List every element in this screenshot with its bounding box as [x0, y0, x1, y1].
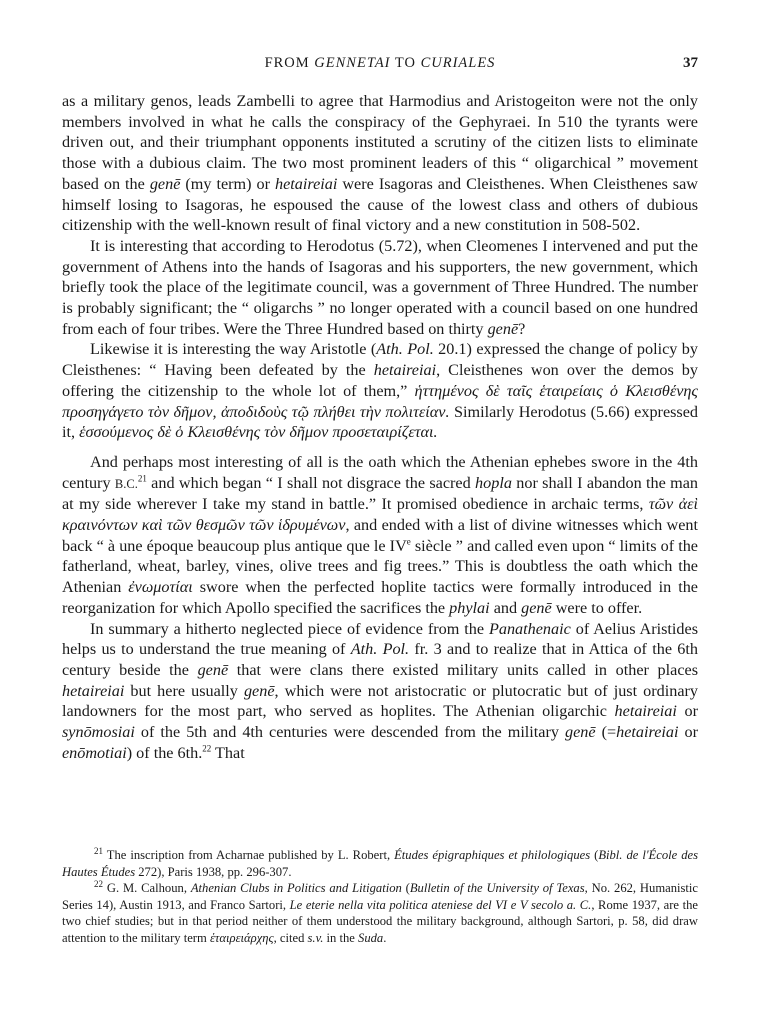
footnotes: [62, 847, 698, 947]
footnote-21: $^{21}$ The inscription from Acharnae published by L. Robert, Études épigraphiques et philologiques (Bibl. de l'École des Hautes Études 272), Paris 1938, pp. 296-307.: [62, 845, 698, 879]
title-text: FROM: [264, 55, 315, 71]
footnote-ref-22: 22: [202, 743, 212, 754]
greek-term: ἐνωμοτίαι: [128, 578, 193, 597]
footnote-ref-21: 21: [137, 473, 147, 484]
page-number: 37: [683, 55, 698, 71]
paragraph-3: Likewise it is interesting the way Aristotle (Ath. Pol. 20.1) expressed the change of policy by Cleisthenes: “ Having been defeated by the hetaireiai, Cleisthenes won over the demos by offering the citizenship to the whole lot of them,” ἡττημένος δὲ ταῖς ἑταιρείαις ὁ Κλεισθένης προσηγάγετο τὸν δῆμον, ἀποδιδοὺς τῷ πλήθει τὴν πολιτείαν. Similarly Herodotus (5.66) expressed it, ἑσσούμενος δὲ ὁ Κλεισθένης τὸν δῆμον προσεταιρίζεται.: [62, 340, 699, 442]
running-header: [62, 55, 698, 79]
paragraph-4: And perhaps most interesting of all is the oath which the Athenian ephebes swore in the 4th century B.C.$^{21}$ and which began “ I shall not disgrace the sacred hopla nor shall I abandon the man at my side wherever I take my stand in battle.” It promised obedience in archaic terms, τῶν ἀεὶ κραινόντων καὶ τῶν θεσμῶν τῶν ἱδρυμένων, and ended with a list of divine witnesses which went back “ à une époque beaucoup plus antique que le IVe siècle ” and called even upon “ limits of the fatherland, wheat, barley, vines, olive trees and fig trees.” This is doubtless the oath which the Athenian ἐνωμοτίαι swore when the perfected hoplite tactics were formally introduced in the reorganization for which Apollo specified the sacrifices the phylai and genē were to offer.: [62, 452, 699, 617]
footnote-22: $^{22}$ G. M. Calhoun, Athenian Clubs in Politics and Litigation (Bulletin of the University of Texas, No. 262, Humanistic Series 14), Austin 1913, and Franco Sartori, Le eterie nella vita politica ateniese del VI e V secolo a. C., Rome 1937, are the two chief studies; but in that period neither of them understood the military background, although Sartori, p. 58, did draw attention to the military term ἑταιρειάρχης, cited s.v. in the Suda.: [62, 879, 699, 945]
title-italic-gennetai: GENNETAI: [314, 55, 391, 71]
running-title: [62, 55, 698, 72]
greek-term: ἑταιρειάρχης: [209, 930, 274, 945]
title-text: TO: [390, 55, 421, 71]
greek-quote: ἡττημένος δὲ ταῖς ἑταιρείαις ὁ Κλεισθένης προσηγάγετο τὸν δῆμον, ἀποδιδοὺς τῷ πλήθει τὴν πολιτείαν.: [62, 381, 698, 421]
paragraph-1: as a military genos, leads Zambelli to agree that Harmodius and Aristogeiton were not the only members involved in what he calls the conspiracy of the Gephyraei. In 510 the tyrants were driven out, and their triumphant opponents instituted a scrutiny of the citizen lists to eliminate those with a dubious claim. The two most prominent leaders of this “ oligarchical ” movement based on the genē (my term) or hetaireiai were Isagoras and Cleisthenes. When Cleisthenes saw himself losing to Isagoras, he espoused the cause of the lowest class and others of dubious citizenship with the well-known result of final victory and a new constitution in 508-502.: [62, 92, 698, 235]
paragraph-5: In summary a hitherto neglected piece of evidence from the Panathenaic of Aelius Aristides helps us to understand the true meaning of Ath. Pol. fr. 3 and to realize that in Attica of the 6th century beside the genē that were clans there existed military units called in other places hetaireiai but here usually genē, which were not aristocratic or plutocratic but of just ordinary landowners for the most part, who served as hoplites. The Athenian oligarchic hetaireiai or synōmosiai of the 5th and 4th centuries were descended from the military genē (=hetaireiai or enōmotiai) of the 6th.$^{22}$ That: [62, 619, 699, 762]
body-text: [62, 91, 698, 764]
paragraph-2: It is interesting that according to Herodotus (5.72), when Cleomenes I intervened and put the government of Athens into the hands of Isagoras and his supporters, the new government, which briefly took the place of the legitimate council, was a government of Three Hundred. The number is probably significant; the “ oligarchs ” no longer operated with a council based on one hundred from each of four tribes. Were the Three Hundred based on thirty genē?: [62, 236, 698, 338]
greek-quote: ἑσσούμενος δὲ ὁ Κλεισθένης τὸν δῆμον προσεταιρίζεται.: [79, 423, 438, 442]
greek-quote: τῶν ἀεὶ κραινόντων καὶ τῶν θεσμῶν τῶν ἱδρυμένων: [62, 495, 698, 535]
title-italic-curiales: CURIALES: [420, 55, 496, 71]
